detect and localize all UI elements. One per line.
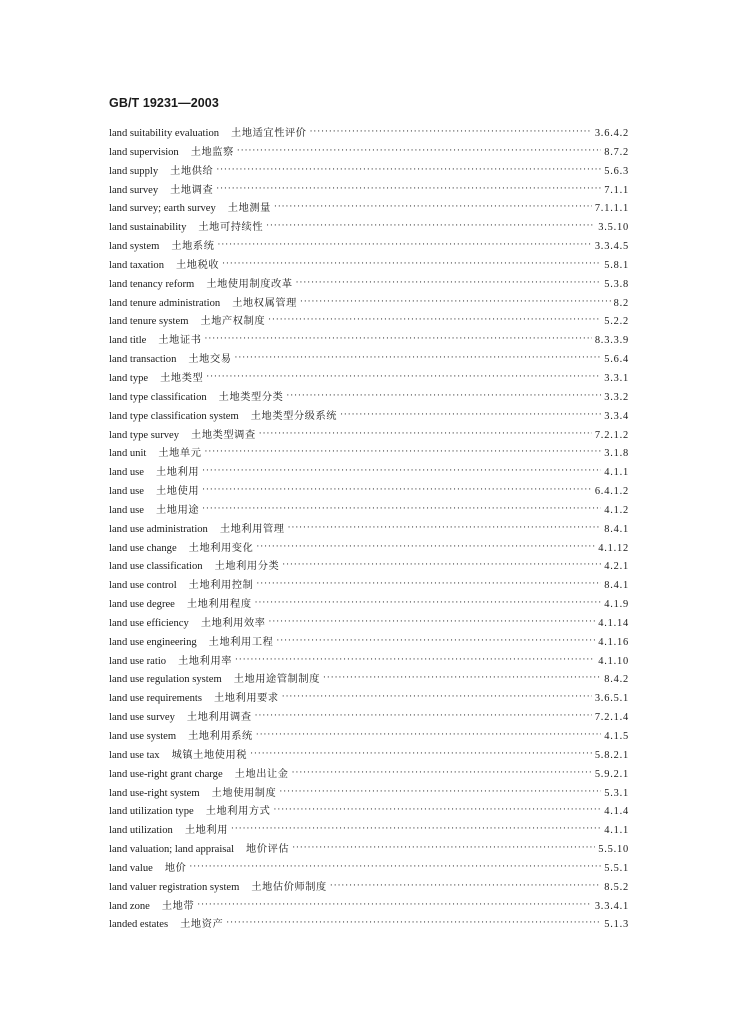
dot-leader — [274, 202, 592, 212]
clause-reference: 3.6.5.1 — [594, 693, 629, 705]
dot-leader — [205, 334, 592, 344]
english-term: land transaction — [109, 354, 177, 366]
dot-leader — [288, 523, 602, 533]
english-term: land zone — [109, 900, 150, 912]
english-term: land tenancy reform — [109, 278, 195, 290]
english-term: land use-right system — [109, 787, 200, 799]
clause-reference: 8.4.1 — [604, 523, 629, 535]
dot-leader — [282, 560, 601, 570]
english-term: land tenure administration — [109, 297, 221, 309]
index-entry — [109, 897, 629, 916]
clause-reference: 3.3.4.1 — [594, 900, 629, 912]
index-entry — [109, 670, 629, 689]
clause-reference: 6.4.1.2 — [594, 486, 629, 498]
dot-leader — [259, 429, 592, 439]
clause-reference: 5.8.1 — [604, 259, 629, 271]
chinese-term: 土地使用制度 — [211, 787, 277, 799]
index-entry — [109, 633, 629, 652]
english-term: land unit — [109, 448, 147, 460]
index-entry — [109, 595, 629, 614]
english-term: land use requirements — [109, 693, 202, 705]
index-entry — [109, 275, 629, 294]
index-entry — [109, 463, 629, 482]
clause-reference: 5.3.1 — [604, 787, 629, 799]
chinese-term: 土地利用 — [156, 467, 200, 479]
dot-leader — [323, 673, 601, 683]
dot-leader — [300, 297, 611, 307]
chinese-term: 土地用途 — [156, 504, 200, 516]
clause-reference: 8.7.2 — [604, 146, 629, 158]
dot-leader — [189, 862, 601, 872]
chinese-term: 土地资产 — [180, 919, 224, 931]
chinese-term: 土地类型调查 — [191, 429, 256, 441]
chinese-term: 土地利用系统 — [188, 731, 253, 742]
dot-leader — [286, 391, 601, 401]
dot-leader — [205, 447, 602, 457]
index-entry — [109, 444, 629, 463]
clause-reference: 4.1.9 — [604, 599, 629, 611]
chinese-term: 土地利用方式 — [205, 806, 271, 818]
english-term: land tenure system — [109, 316, 189, 328]
clause-reference: 5.6.4 — [604, 354, 629, 366]
english-term: land title — [109, 335, 147, 347]
dot-leader — [256, 579, 601, 589]
dot-leader — [268, 315, 601, 325]
index-entry — [109, 727, 629, 746]
clause-reference: 8.2 — [613, 297, 629, 309]
clause-reference: 8.5.2 — [604, 881, 629, 893]
english-term: land type classification system — [109, 410, 239, 422]
chinese-term: 土地带 — [161, 900, 195, 912]
chinese-term: 土地利用效率 — [200, 617, 266, 629]
dot-leader — [197, 900, 592, 910]
chinese-term: 土地适宜性评价 — [231, 128, 307, 139]
dot-leader — [222, 259, 601, 269]
chinese-term: 土地可持续性 — [198, 222, 264, 234]
clause-reference: 4.1.10 — [598, 655, 629, 667]
index-entry — [109, 520, 629, 539]
english-term: land use ratio — [109, 655, 167, 667]
index-entry — [109, 294, 629, 313]
index-entry — [109, 426, 629, 445]
clause-reference: 8.4.2 — [604, 674, 629, 686]
chinese-term: 土地类型 — [160, 372, 204, 384]
index-entry — [109, 237, 629, 256]
dot-leader — [330, 881, 601, 891]
english-term: land survey — [109, 184, 159, 196]
clause-reference: 5.8.2.1 — [594, 749, 629, 761]
chinese-term: 土地使用制度改革 — [206, 278, 293, 290]
clause-reference: 4.1.12 — [598, 542, 629, 554]
dot-leader — [292, 843, 595, 853]
clause-reference: 5.5.1 — [604, 862, 629, 874]
dot-leader — [235, 353, 602, 363]
dot-leader — [256, 542, 595, 552]
dot-leader — [216, 165, 601, 175]
index-entry — [109, 482, 629, 501]
chinese-term: 城镇土地使用税 — [171, 749, 248, 761]
english-term: land utilization type — [109, 806, 194, 818]
dot-leader — [310, 127, 592, 137]
chinese-term: 土地利用调查 — [186, 712, 252, 724]
dot-leader — [282, 692, 592, 702]
chinese-term: 土地出让金 — [234, 768, 289, 780]
index-entry — [109, 765, 629, 784]
chinese-term: 土地利用管理 — [219, 523, 285, 535]
chinese-term: 土地利用工程 — [208, 636, 274, 648]
index-entry — [109, 143, 629, 162]
standard-code-header: GB/T 19231—2003 — [109, 96, 219, 110]
index-entry — [109, 576, 629, 595]
english-term: land survey; earth survey — [109, 203, 216, 215]
chinese-term: 土地单元 — [158, 448, 202, 460]
english-term: land type — [109, 372, 149, 384]
dot-leader — [202, 466, 601, 476]
english-term: land supply — [109, 165, 159, 177]
clause-reference: 8.4.1 — [604, 580, 629, 592]
english-term: land sustainability — [109, 222, 187, 234]
english-term: land system — [109, 241, 160, 253]
chinese-term: 土地使用 — [156, 486, 200, 498]
clause-reference: 5.1.3 — [604, 919, 629, 931]
english-term: land valuer registration system — [109, 881, 240, 893]
index-entry — [109, 501, 629, 520]
dot-leader — [217, 240, 591, 250]
clause-reference: 5.5.10 — [598, 844, 629, 856]
dot-leader — [273, 805, 601, 815]
dot-leader — [296, 278, 602, 288]
chinese-term: 土地供给 — [170, 165, 214, 177]
english-term: land use control — [109, 580, 177, 592]
clause-reference: 7.1.1.1 — [594, 203, 629, 215]
english-term: land suitability evaluation — [109, 128, 220, 139]
dot-leader — [237, 146, 601, 156]
clause-reference: 4.1.14 — [598, 617, 629, 629]
english-term: land use-right grant charge — [109, 768, 223, 780]
clause-reference: 4.1.1 — [604, 825, 629, 837]
english-term: land utilization — [109, 825, 173, 837]
english-term: land use — [109, 504, 145, 516]
english-term: land use change — [109, 542, 177, 554]
chinese-term: 土地监察 — [190, 146, 234, 158]
clause-reference: 5.3.8 — [604, 278, 629, 290]
dot-leader — [231, 824, 601, 834]
clause-reference: 8.3.3.9 — [594, 335, 629, 347]
chinese-term: 土地类型分级系统 — [250, 410, 338, 422]
clause-reference: 7.2.1.4 — [594, 712, 629, 724]
clause-reference: 3.3.2 — [604, 391, 629, 403]
dot-leader — [255, 711, 592, 721]
index-entry — [109, 689, 629, 708]
index-entry — [109, 162, 629, 181]
dot-leader — [250, 749, 592, 759]
english-term: land use tax — [109, 749, 160, 761]
index-entry — [109, 388, 629, 407]
clause-reference: 4.1.1 — [604, 467, 629, 479]
clause-reference: 3.1.8 — [604, 448, 629, 460]
dot-leader — [292, 768, 592, 778]
english-term: land type classification — [109, 391, 207, 403]
english-term: land use survey — [109, 712, 175, 724]
clause-reference: 4.1.16 — [598, 636, 629, 648]
english-term: land use — [109, 486, 145, 498]
dot-leader — [269, 617, 596, 627]
english-term: land taxation — [109, 259, 165, 271]
index-entry — [109, 218, 629, 237]
chinese-term: 土地交易 — [188, 354, 232, 366]
clause-reference: 4.2.1 — [604, 561, 629, 573]
index-entry — [109, 369, 629, 388]
chinese-term: 土地调查 — [170, 184, 214, 196]
dot-leader — [279, 787, 601, 797]
clause-reference: 3.3.1 — [604, 372, 629, 384]
index-entry — [109, 708, 629, 727]
index-entry — [109, 407, 629, 426]
chinese-term: 土地利用程度 — [186, 599, 252, 611]
clause-reference: 7.2.1.2 — [594, 429, 629, 441]
dot-leader — [340, 410, 601, 420]
english-term: land type survey — [109, 429, 180, 441]
chinese-term: 土地类型分类 — [218, 391, 284, 403]
english-term: land use system — [109, 731, 177, 742]
index-entry — [109, 840, 629, 859]
clause-reference: 4.1.4 — [604, 806, 629, 818]
chinese-term: 土地权属管理 — [232, 297, 297, 309]
index-entry — [109, 256, 629, 275]
dot-leader — [202, 485, 592, 495]
index-entry — [109, 331, 629, 350]
dot-leader — [276, 636, 595, 646]
clause-reference: 5.2.2 — [604, 316, 629, 328]
index-entry — [109, 802, 629, 821]
dot-leader — [216, 184, 601, 194]
dot-leader — [255, 598, 602, 608]
chinese-term: 土地利用 — [184, 825, 228, 837]
dot-leader — [206, 372, 601, 382]
chinese-term: 土地利用变化 — [188, 542, 254, 554]
index-entry — [109, 181, 629, 200]
index-entry — [109, 312, 629, 331]
english-term: land valuation; land appraisal — [109, 844, 235, 856]
dot-leader — [235, 655, 595, 665]
clause-reference: 4.1.5 — [604, 731, 629, 742]
english-term: land use engineering — [109, 636, 197, 648]
chinese-term: 土地利用控制 — [188, 580, 254, 592]
clause-reference: 5.9.2.1 — [594, 768, 629, 780]
english-term: land use efficiency — [109, 617, 189, 629]
chinese-term: 土地税收 — [176, 259, 220, 271]
chinese-term: 土地利用要求 — [213, 693, 279, 705]
index-entry — [109, 746, 629, 765]
english-term: land use degree — [109, 599, 175, 611]
dot-leader — [202, 504, 601, 514]
clause-reference: 5.6.3 — [604, 165, 629, 177]
index-entry — [109, 652, 629, 671]
dot-leader — [226, 918, 601, 928]
index-entry — [109, 350, 629, 369]
chinese-term: 地价 — [164, 862, 187, 874]
english-term: land use — [109, 467, 145, 479]
english-term: land value — [109, 862, 153, 874]
chinese-term: 土地利用率 — [178, 655, 233, 667]
chinese-term: 土地证书 — [158, 335, 202, 347]
index-entry — [109, 915, 629, 934]
english-term: land use administration — [109, 523, 208, 535]
chinese-term: 地价评估 — [246, 844, 290, 856]
english-term: land use regulation system — [109, 674, 222, 686]
index-entry — [109, 878, 629, 897]
clause-reference: 4.1.2 — [604, 504, 629, 516]
clause-reference: 3.5.10 — [598, 222, 629, 234]
english-term: land use classification — [109, 561, 203, 573]
clause-reference: 7.1.1 — [604, 184, 629, 196]
chinese-term: 土地测量 — [227, 203, 271, 215]
clause-reference: 3.6.4.2 — [594, 128, 629, 139]
dot-leader — [256, 730, 601, 740]
chinese-term: 土地估价师制度 — [251, 881, 327, 893]
chinese-term: 土地用途管制制度 — [233, 674, 320, 686]
index-entry — [109, 821, 629, 840]
index-entry — [109, 124, 629, 143]
chinese-term: 土地产权制度 — [200, 316, 266, 328]
chinese-term: 土地利用分类 — [214, 561, 280, 573]
index-entry — [109, 859, 629, 878]
clause-reference: 3.3.4.5 — [594, 241, 629, 253]
index-entry — [109, 557, 629, 576]
dot-leader — [266, 221, 595, 231]
index-entry — [109, 539, 629, 558]
term-index-list — [109, 124, 629, 934]
clause-reference: 3.3.4 — [604, 410, 629, 422]
english-term: landed estates — [109, 919, 169, 931]
index-entry — [109, 784, 629, 803]
index-entry — [109, 614, 629, 633]
index-entry — [109, 199, 629, 218]
english-term: land supervision — [109, 146, 179, 158]
chinese-term: 土地系统 — [171, 241, 215, 253]
